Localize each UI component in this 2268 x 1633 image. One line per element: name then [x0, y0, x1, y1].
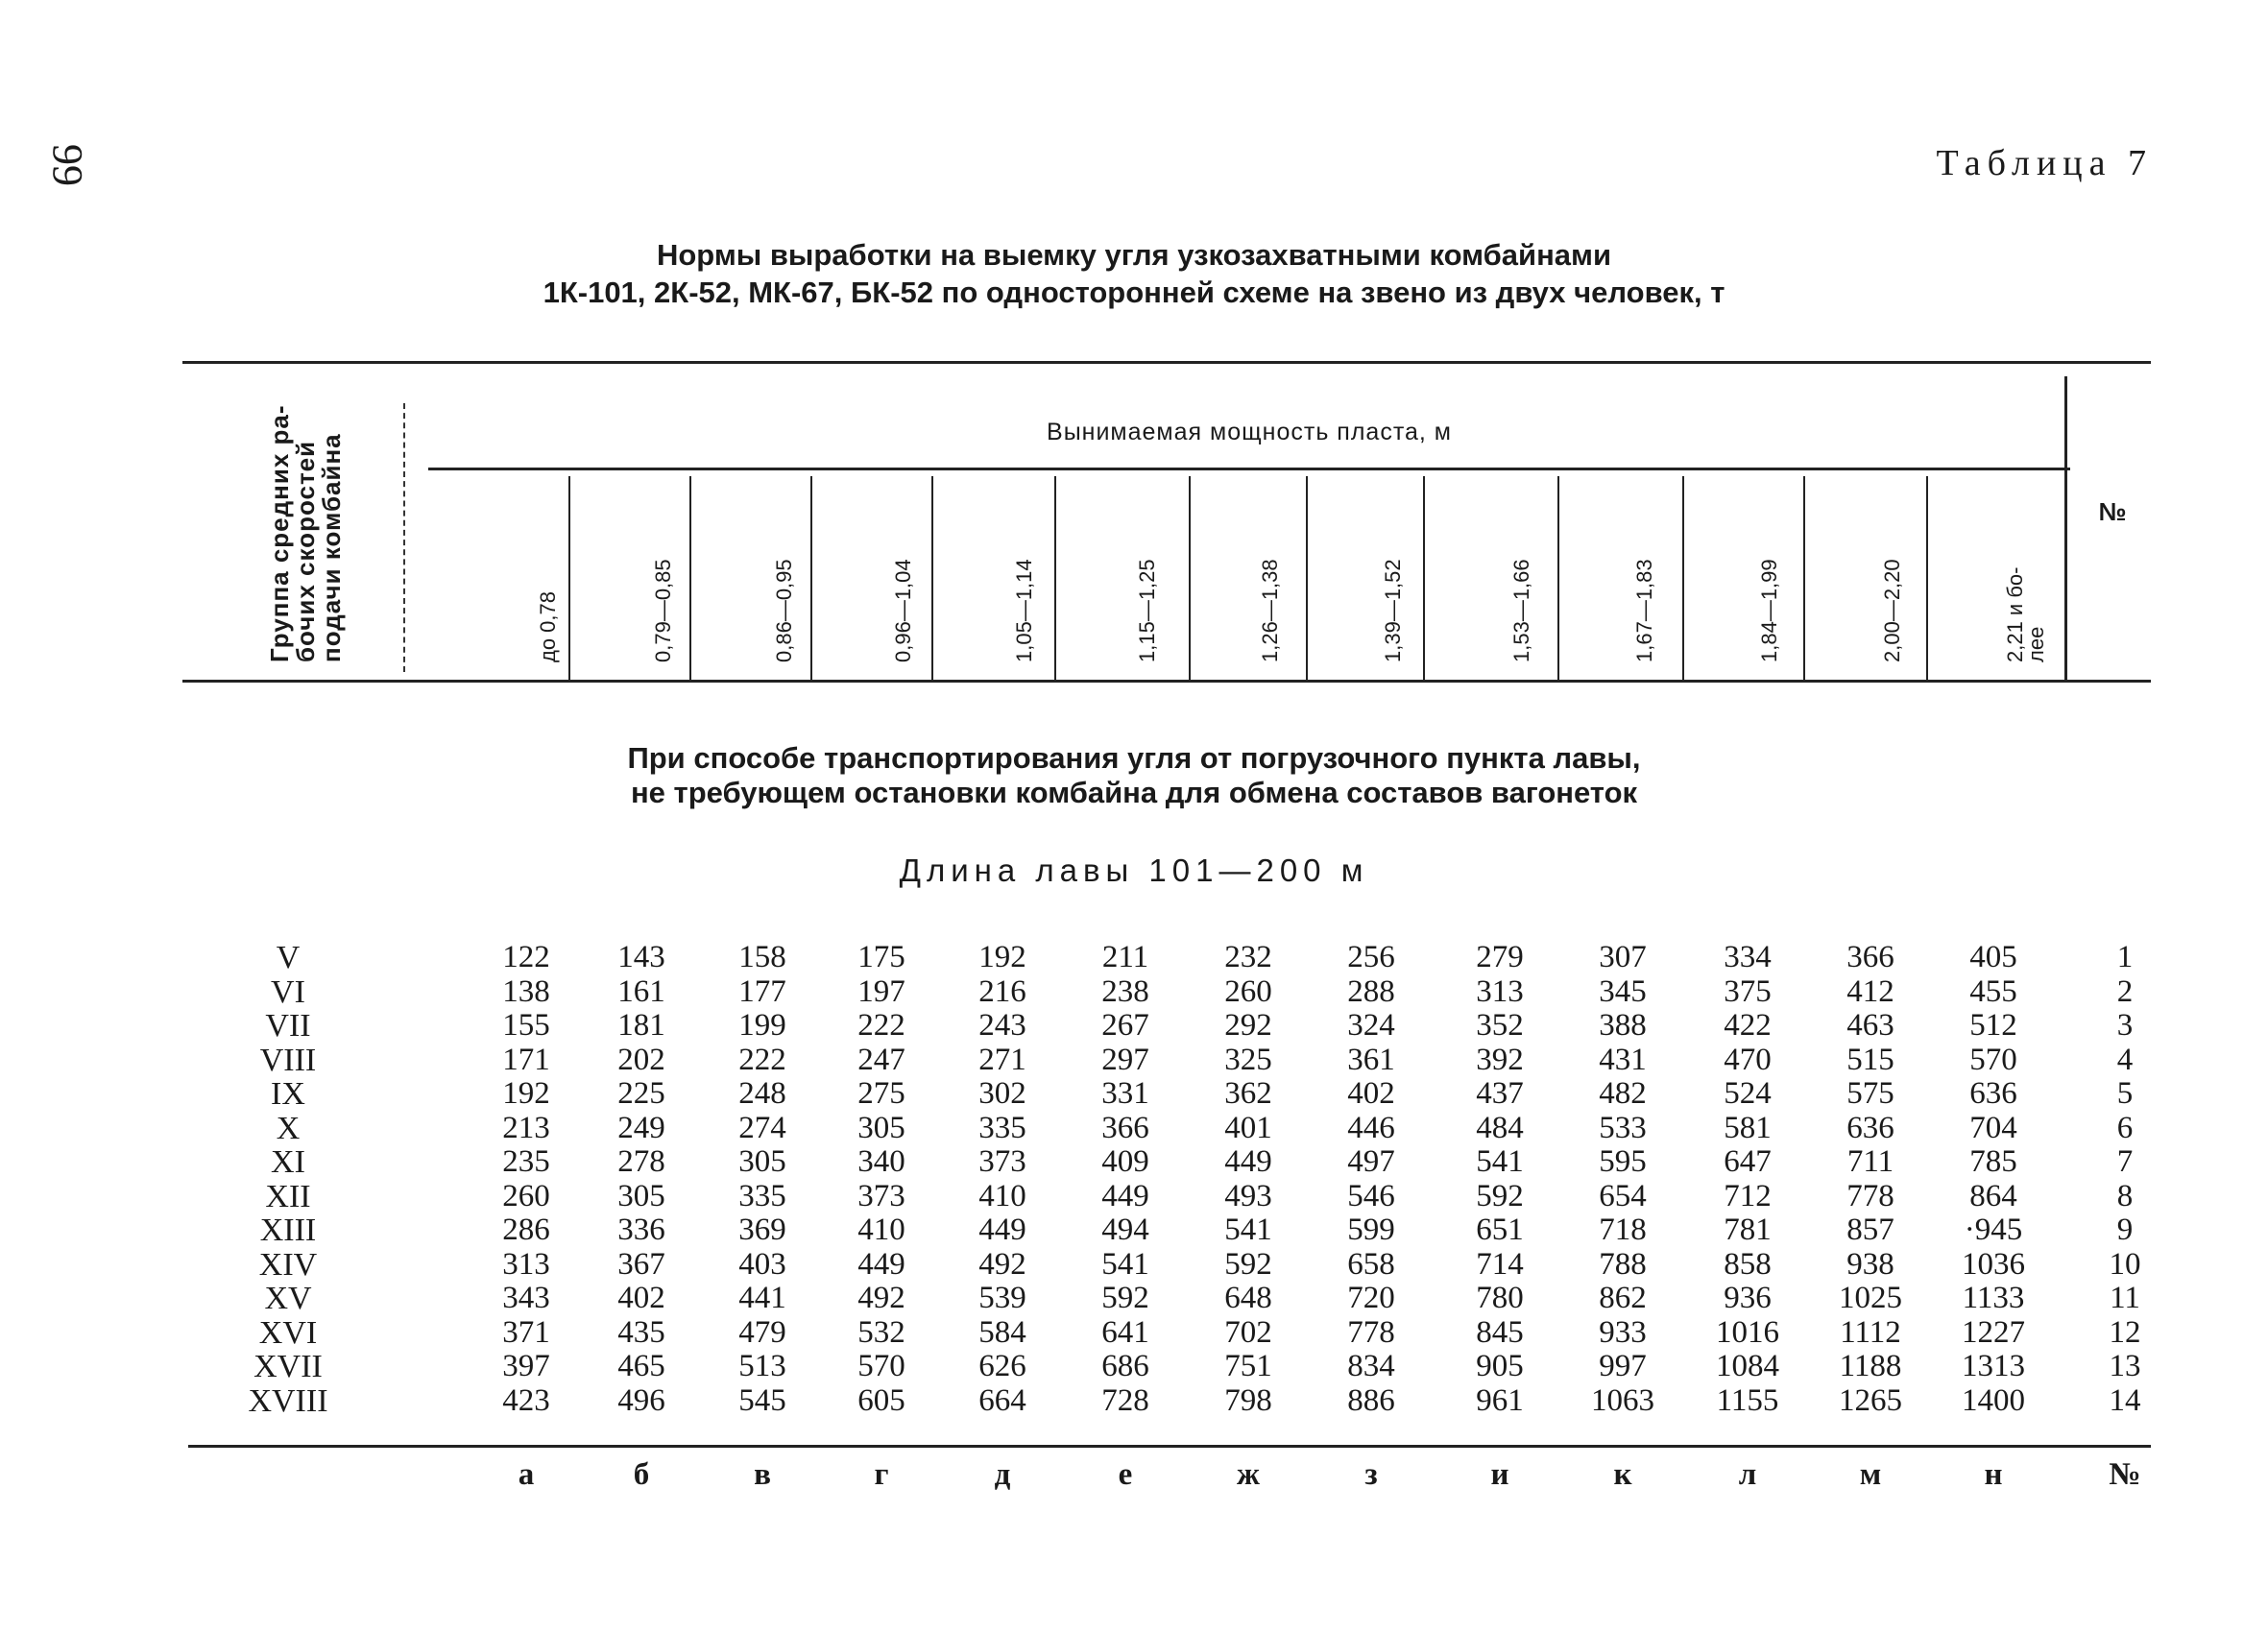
table-cell: 864 — [1969, 1178, 2017, 1213]
column-letter: д — [994, 1457, 1011, 1492]
table-cell: 177 — [738, 973, 786, 1009]
table-cell: 274 — [738, 1110, 786, 1145]
table-cell: 243 — [978, 1008, 1026, 1043]
table-cell: 686 — [1101, 1349, 1149, 1383]
section-heading-line-2: не требующем остановки комбайна для обмена составов вагонеток — [630, 776, 1638, 809]
table-cell: 437 — [1476, 1076, 1524, 1111]
table-cell: 340 — [857, 1144, 905, 1179]
table-cell: 751 — [1224, 1349, 1272, 1383]
table-cell: 605 — [857, 1382, 905, 1418]
table-cell: 313 — [1476, 973, 1524, 1009]
table-cell: 403 — [738, 1246, 786, 1282]
table-cell: 704 — [1969, 1110, 2017, 1145]
column-separator — [1306, 476, 1308, 680]
column-letter: б — [633, 1457, 650, 1492]
table-cell: 780 — [1476, 1281, 1524, 1315]
table-cell: 845 — [1476, 1314, 1524, 1350]
row-group-label: XIII — [259, 1213, 317, 1248]
table-cell: 778 — [1347, 1314, 1395, 1350]
column-separator — [1423, 476, 1425, 680]
table-cell: 313 — [502, 1246, 550, 1282]
table-cell: 541 — [1224, 1213, 1272, 1247]
table-cell: 197 — [857, 973, 905, 1009]
header-bottom-rule — [182, 680, 2151, 683]
table-cell: 584 — [978, 1314, 1026, 1350]
table-cell: 546 — [1347, 1178, 1395, 1213]
table-cell: 497 — [1347, 1144, 1395, 1179]
table-cell: 423 — [502, 1382, 550, 1418]
row-group-label: XVI — [258, 1314, 318, 1351]
table-cell: 858 — [1724, 1246, 1772, 1282]
table-cell: 1133 — [1962, 1281, 2025, 1315]
table-cell: 331 — [1101, 1076, 1149, 1111]
table-cell: 938 — [1846, 1246, 1894, 1282]
table-cell: 545 — [738, 1382, 786, 1418]
table-cell: 213 — [502, 1110, 550, 1145]
table-cell: 484 — [1476, 1110, 1524, 1145]
table-cell: 181 — [617, 1008, 665, 1043]
table-cell: 905 — [1476, 1349, 1524, 1383]
table-cell: 286 — [502, 1213, 550, 1247]
column-separator — [1557, 476, 1559, 680]
table-cell: 222 — [738, 1042, 786, 1077]
length-subheading: Длина лавы 101—200 м — [899, 853, 1369, 888]
table-cell: 143 — [617, 940, 665, 974]
table-cell: 248 — [738, 1076, 786, 1111]
table-cell: 515 — [1846, 1042, 1894, 1077]
table-cell: 494 — [1101, 1213, 1149, 1247]
table-cell: 373 — [978, 1144, 1026, 1179]
table-cell: 216 — [978, 973, 1026, 1009]
column-letter: е — [1118, 1457, 1133, 1492]
row-group-label: VII — [265, 1008, 311, 1044]
column-header: 1,15—1,25 — [1135, 559, 1159, 662]
table-cell: 482 — [1599, 1076, 1647, 1111]
column-letter: н — [1984, 1457, 2003, 1492]
footer-no-label: № — [2109, 1457, 2141, 1492]
column-separator — [1189, 476, 1191, 680]
table-cell: 626 — [978, 1349, 1026, 1383]
table-cell: 352 — [1476, 1008, 1524, 1043]
table-cell: 1227 — [1962, 1314, 2025, 1350]
table-cell: 297 — [1101, 1042, 1149, 1077]
table-cell: 271 — [978, 1042, 1026, 1077]
table-cell: 595 — [1599, 1144, 1647, 1179]
table-cell: 449 — [978, 1213, 1026, 1247]
row-number: 5 — [2116, 1076, 2134, 1111]
table-cell: 362 — [1224, 1076, 1272, 1111]
column-letter: з — [1364, 1457, 1378, 1492]
table-cell: 161 — [617, 973, 665, 1009]
table-cell: 664 — [978, 1382, 1026, 1418]
table-cell: 533 — [1599, 1110, 1647, 1145]
table-cell: 1400 — [1962, 1382, 2025, 1418]
table-title-line-1: Нормы выработки на выемку угля узкозахватными комбайнами — [656, 238, 1612, 272]
table-cell: 192 — [502, 1076, 550, 1111]
table-cell: 961 — [1476, 1382, 1524, 1418]
column-separator — [1803, 476, 1805, 680]
column-header: 1,39—1,52 — [1381, 559, 1405, 662]
row-group-label: XI — [271, 1144, 305, 1180]
table-cell: 513 — [738, 1349, 786, 1383]
table-cell: 260 — [502, 1178, 550, 1213]
row-number: 8 — [2116, 1178, 2134, 1213]
table-cell: 1036 — [1962, 1246, 2025, 1282]
table-cell: 292 — [1224, 1008, 1272, 1043]
table-cell: 336 — [617, 1213, 665, 1247]
table-cell: 493 — [1224, 1178, 1272, 1213]
table-cell: 324 — [1347, 1008, 1395, 1043]
table-cell: 138 — [502, 973, 550, 1009]
table-cell: 592 — [1476, 1178, 1524, 1213]
table-cell: 175 — [857, 940, 905, 974]
row-group-label: XV — [264, 1281, 312, 1316]
column-header: 1,26—1,38 — [1258, 559, 1282, 662]
table-cell: 1112 — [1840, 1314, 1901, 1350]
column-separator — [1054, 476, 1056, 680]
table-cell: 636 — [1969, 1076, 2017, 1111]
table-cell: 305 — [857, 1110, 905, 1145]
table-cell: 702 — [1224, 1314, 1272, 1350]
table-cell: 192 — [978, 940, 1026, 974]
table-cell: 857 — [1846, 1213, 1894, 1247]
table-cell: 325 — [1224, 1042, 1272, 1077]
column-header: 2,00—2,20 — [1880, 559, 1904, 662]
table-cell: 449 — [857, 1246, 905, 1282]
section-heading-line-1: При способе транспортирования угля от погрузочного пункта лавы, — [627, 741, 1641, 775]
table-cell: 279 — [1476, 940, 1524, 974]
table-cell: 409 — [1101, 1144, 1149, 1179]
table-cell: 371 — [502, 1314, 550, 1350]
table-cell: 397 — [502, 1349, 550, 1383]
header-top-rule — [182, 361, 2151, 364]
row-number: 6 — [2116, 1110, 2134, 1145]
table-cell: 1265 — [1839, 1382, 1902, 1418]
row-group-label: IX — [271, 1076, 305, 1112]
row-group-label: VIII — [259, 1042, 317, 1078]
table-cell: 202 — [617, 1042, 665, 1077]
table-cell: 539 — [978, 1281, 1026, 1315]
table-cell: 335 — [738, 1178, 786, 1213]
table-cell: 278 — [617, 1144, 665, 1179]
table-cell: 222 — [857, 1008, 905, 1043]
table-cell: 343 — [502, 1281, 550, 1315]
table-cell: 798 — [1224, 1382, 1272, 1418]
table-cell: 405 — [1969, 940, 2017, 974]
row-group-label: XIV — [258, 1246, 318, 1283]
table-cell: 648 — [1224, 1281, 1272, 1315]
table-cell: 785 — [1969, 1144, 2017, 1179]
column-header: 0,96—1,04 — [891, 559, 915, 662]
table-cell: 232 — [1224, 940, 1272, 974]
table-cell: 267 — [1101, 1008, 1149, 1043]
table-cell: 463 — [1846, 1008, 1894, 1043]
page-number: 99 — [44, 144, 91, 186]
table-cell: 307 — [1599, 940, 1647, 974]
table-cell: 334 — [1724, 940, 1772, 974]
table-cell: 492 — [857, 1281, 905, 1315]
row-group-label: V — [276, 940, 301, 975]
column-letter: к — [1613, 1457, 1632, 1492]
column-letter: а — [518, 1457, 535, 1492]
table-cell: 936 — [1724, 1281, 1772, 1315]
table-cell: 256 — [1347, 940, 1395, 974]
table-cell: 1188 — [1839, 1349, 1902, 1383]
table-cell: 541 — [1476, 1144, 1524, 1179]
table-cell: 247 — [857, 1042, 905, 1077]
row-group-label: XVIII — [248, 1382, 328, 1419]
table-cell: 781 — [1724, 1213, 1772, 1247]
table-cell: 575 — [1846, 1076, 1894, 1111]
table-cell: 636 — [1846, 1110, 1894, 1145]
row-number: 14 — [2109, 1382, 2141, 1418]
table-cell: 1313 — [1962, 1349, 2025, 1383]
table-cell: 592 — [1101, 1281, 1149, 1315]
table-cell: 155 — [502, 1008, 550, 1043]
table-cell: 402 — [617, 1281, 665, 1315]
row-number: 11 — [2110, 1281, 2140, 1315]
row-number: 3 — [2116, 1008, 2134, 1043]
table-cell: 1155 — [1716, 1382, 1779, 1418]
table-cell: 449 — [1101, 1178, 1149, 1213]
table-cell: 249 — [617, 1110, 665, 1145]
table-cell: 479 — [738, 1314, 786, 1350]
row-group-label: XVII — [253, 1349, 323, 1384]
table-cell: 641 — [1101, 1314, 1149, 1350]
table-cell: 465 — [617, 1349, 665, 1383]
group-column-separator — [403, 403, 405, 672]
column-separator — [1926, 476, 1928, 680]
table-cell: 1025 — [1839, 1281, 1902, 1315]
column-letter: л — [1738, 1457, 1757, 1492]
table-cell: 446 — [1347, 1110, 1395, 1145]
table-cell: 402 — [1347, 1076, 1395, 1111]
table-cell: 211 — [1101, 940, 1149, 974]
column-header: 1,84—1,99 — [1757, 559, 1781, 662]
table-cell: 366 — [1101, 1110, 1149, 1145]
table-cell: 410 — [978, 1178, 1026, 1213]
table-cell: 778 — [1846, 1178, 1894, 1213]
row-group-label: XII — [265, 1178, 311, 1214]
table-cell: 1063 — [1591, 1382, 1654, 1418]
table-cell: 570 — [857, 1349, 905, 1383]
column-header: 2,21 и бо- лее — [2003, 566, 2048, 662]
row-number: 7 — [2116, 1144, 2134, 1179]
column-letter: в — [754, 1457, 771, 1492]
table-cell: 1084 — [1716, 1349, 1779, 1383]
table-cell: 375 — [1724, 973, 1772, 1009]
row-number: 12 — [2109, 1314, 2141, 1350]
table-cell: 720 — [1347, 1281, 1395, 1315]
table-cell: 886 — [1347, 1382, 1395, 1418]
table-cell: 122 — [502, 940, 550, 974]
table-title-line-2: 1К-101, 2К-52, МК-67, БК-52 по односторонней схеме на звено из двух человек, т — [543, 276, 1725, 309]
table-cell: 410 — [857, 1213, 905, 1247]
table-cell: 171 — [502, 1042, 550, 1077]
table-cell: 492 — [978, 1246, 1026, 1282]
table-cell: 1016 — [1716, 1314, 1779, 1350]
table-cell: 711 — [1846, 1144, 1894, 1179]
table-cell: 532 — [857, 1314, 905, 1350]
table-cell: 388 — [1599, 1008, 1647, 1043]
table-cell: 728 — [1101, 1382, 1149, 1418]
column-header: 0,86—0,95 — [772, 559, 796, 662]
table-cell: 441 — [738, 1281, 786, 1315]
table-cell: 401 — [1224, 1110, 1272, 1145]
table-cell: 651 — [1476, 1213, 1524, 1247]
column-letter: м — [1859, 1457, 1882, 1492]
table-cell: 305 — [738, 1144, 786, 1179]
table-cell: 524 — [1724, 1076, 1772, 1111]
column-letter: и — [1490, 1457, 1509, 1492]
table-cell: 412 — [1846, 973, 1894, 1009]
table-cell: 260 — [1224, 973, 1272, 1009]
table-cell: 367 — [617, 1246, 665, 1282]
table-cell: 449 — [1224, 1144, 1272, 1179]
group-column-header: Группа средних ра- бочих скоростей подачи комбайна — [265, 404, 346, 662]
table-cell: ·945 — [1964, 1213, 2023, 1247]
table-cell: 997 — [1599, 1349, 1647, 1383]
table-cell: 345 — [1599, 973, 1647, 1009]
table-cell: 512 — [1969, 1008, 2017, 1043]
row-number: 2 — [2116, 973, 2134, 1009]
column-letter: г — [874, 1457, 889, 1492]
table-label: Таблица 7 — [1936, 143, 2153, 183]
column-header: 1,05—1,14 — [1012, 559, 1036, 662]
row-group-label: VI — [271, 973, 305, 1010]
table-cell: 788 — [1599, 1246, 1647, 1282]
table-cell: 361 — [1347, 1042, 1395, 1077]
table-cell: 392 — [1476, 1042, 1524, 1077]
row-group-label: X — [276, 1110, 301, 1146]
table-cell: 592 — [1224, 1246, 1272, 1282]
table-cell: 933 — [1599, 1314, 1647, 1350]
column-separator — [931, 476, 933, 680]
table-cell: 366 — [1846, 940, 1894, 974]
table-cell: 199 — [738, 1008, 786, 1043]
table-cell: 862 — [1599, 1281, 1647, 1315]
table-cell: 647 — [1724, 1144, 1772, 1179]
table-cell: 335 — [978, 1110, 1026, 1145]
thickness-header: Вынимаемая мощность пласта, м — [1047, 419, 1452, 445]
column-letter: ж — [1237, 1457, 1260, 1492]
table-cell: 275 — [857, 1076, 905, 1111]
table-cell: 718 — [1599, 1213, 1647, 1247]
row-number: 10 — [2109, 1246, 2141, 1282]
table-cell: 712 — [1724, 1178, 1772, 1213]
table-cell: 431 — [1599, 1042, 1647, 1077]
table-cell: 714 — [1476, 1246, 1524, 1282]
table-cell: 305 — [617, 1178, 665, 1213]
table-cell: 235 — [502, 1144, 550, 1179]
table-cell: 373 — [857, 1178, 905, 1213]
column-separator — [1682, 476, 1684, 680]
table-cell: 158 — [738, 940, 786, 974]
table-cell: 570 — [1969, 1042, 2017, 1077]
row-number: 9 — [2116, 1213, 2134, 1247]
table-cell: 834 — [1347, 1349, 1395, 1383]
table-cell: 302 — [978, 1076, 1026, 1111]
table-cell: 369 — [738, 1213, 786, 1247]
table-cell: 455 — [1969, 973, 2017, 1009]
column-header: 0,79—0,85 — [651, 559, 675, 662]
table-cell: 435 — [617, 1314, 665, 1350]
table-bottom-rule — [188, 1445, 2151, 1448]
row-number: 4 — [2116, 1042, 2134, 1077]
row-number: 1 — [2116, 940, 2134, 974]
table-cell: 288 — [1347, 973, 1395, 1009]
column-header: 1,67—1,83 — [1632, 559, 1656, 662]
table-cell: 496 — [617, 1382, 665, 1418]
table-cell: 470 — [1724, 1042, 1772, 1077]
table-cell: 599 — [1347, 1213, 1395, 1247]
no-column-header: № — [2098, 497, 2127, 526]
table-cell: 238 — [1101, 973, 1149, 1009]
table-cell: 581 — [1724, 1110, 1772, 1145]
row-number: 13 — [2109, 1349, 2141, 1383]
column-header: 1,53—1,66 — [1509, 559, 1533, 662]
table-cell: 658 — [1347, 1246, 1395, 1282]
table-cell: 225 — [617, 1076, 665, 1111]
table-cell: 541 — [1101, 1246, 1149, 1282]
table-cell: 422 — [1724, 1008, 1772, 1043]
table-cell: 654 — [1599, 1178, 1647, 1213]
column-header: до 0,78 — [536, 590, 560, 662]
